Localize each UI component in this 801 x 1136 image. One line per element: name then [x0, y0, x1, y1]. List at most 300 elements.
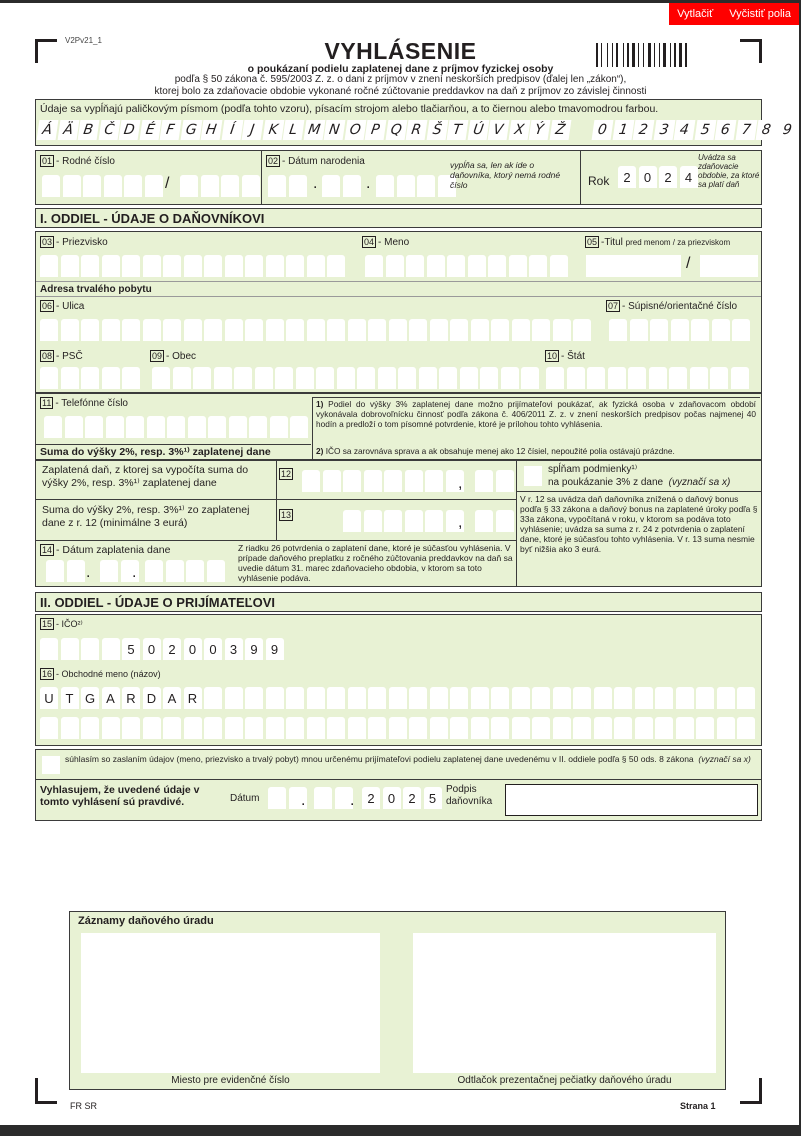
input-cell[interactable]: 2	[659, 166, 677, 188]
input-cell[interactable]	[587, 367, 605, 389]
input-cell[interactable]	[307, 687, 325, 709]
input-cell[interactable]	[245, 717, 263, 739]
input-cell[interactable]	[737, 687, 755, 709]
house-number-input[interactable]	[609, 319, 753, 341]
sample-digit: 6	[715, 120, 736, 140]
input-cell[interactable]	[188, 416, 206, 438]
slash-separator: /	[686, 255, 691, 272]
input-cell[interactable]	[348, 717, 366, 739]
input-cell[interactable]	[614, 687, 632, 709]
dot-separator: .	[313, 175, 318, 192]
input-cell[interactable]: 0	[204, 638, 222, 660]
input-cell[interactable]	[102, 255, 120, 277]
input-cell[interactable]	[512, 319, 530, 341]
input-cell[interactable]	[348, 319, 366, 341]
sample-digit: 7	[735, 120, 756, 140]
input-cell[interactable]	[409, 717, 427, 739]
input-cell[interactable]	[316, 367, 334, 389]
input-cell[interactable]	[405, 510, 423, 532]
input-cell[interactable]	[553, 687, 571, 709]
field-05-label: 05 -Titul pred menom / za priezviskom	[587, 237, 731, 248]
input-cell[interactable]	[126, 416, 144, 438]
dot-separator: .	[350, 792, 355, 809]
registration-number-caption: Miesto pre evidenčné číslo	[171, 1075, 290, 1086]
corner-mark-br	[740, 1078, 762, 1104]
input-cell[interactable]	[286, 717, 304, 739]
field-04-label: 04 - Meno	[364, 237, 410, 248]
input-cell[interactable]	[357, 367, 375, 389]
input-cell[interactable]	[163, 255, 181, 277]
input-cell[interactable]	[40, 367, 58, 389]
input-cell[interactable]	[61, 255, 79, 277]
birth-date-note: vypĺňa sa, len ak ide o daňovníka, ktorý nemá rodné číslo	[450, 160, 561, 190]
business-name-input-line-1[interactable]	[40, 687, 758, 709]
input-cell[interactable]	[389, 319, 407, 341]
input-cell[interactable]: D	[143, 687, 161, 709]
sample-letter: D	[119, 120, 140, 140]
input-cell[interactable]	[85, 416, 103, 438]
sample-letter: Ú	[467, 120, 488, 140]
input-cell[interactable]	[717, 687, 735, 709]
input-cell[interactable]	[405, 470, 423, 492]
input-cell[interactable]	[491, 717, 509, 739]
input-cell[interactable]	[184, 255, 202, 277]
signature-label: Podpis daňovníka	[446, 784, 493, 807]
field-11-label: 11 - Telefónne číslo	[42, 398, 128, 409]
input-cell[interactable]	[184, 319, 202, 341]
input-cell[interactable]	[307, 319, 325, 341]
first-name-input[interactable]	[365, 255, 570, 277]
input-cell[interactable]	[343, 470, 361, 492]
input-cell[interactable]	[81, 367, 99, 389]
sample-letter: R	[406, 120, 427, 140]
input-cell[interactable]: 9	[266, 638, 284, 660]
input-cell[interactable]	[204, 717, 222, 739]
input-cell[interactable]	[450, 687, 468, 709]
input-cell[interactable]	[249, 416, 267, 438]
input-cell[interactable]	[655, 717, 673, 739]
input-cell[interactable]	[737, 717, 755, 739]
input-cell[interactable]	[419, 367, 437, 389]
input-cell[interactable]: 2	[403, 787, 421, 809]
input-cell[interactable]	[546, 367, 564, 389]
input-cell[interactable]: 0	[143, 638, 161, 660]
input-cell[interactable]: U	[40, 687, 58, 709]
sample-letter: H	[201, 120, 222, 140]
input-cell[interactable]	[81, 717, 99, 739]
input-cell[interactable]: 0	[383, 787, 401, 809]
input-cell[interactable]	[468, 255, 486, 277]
sample-letter: Ý	[529, 120, 550, 140]
input-cell[interactable]	[173, 367, 191, 389]
input-cell[interactable]	[65, 416, 83, 438]
birth-year-input[interactable]	[376, 175, 458, 197]
sample-digit: 8	[756, 120, 777, 140]
input-cell[interactable]	[208, 416, 226, 438]
sample-characters	[38, 120, 798, 140]
input-cell[interactable]	[102, 717, 120, 739]
input-cell[interactable]	[365, 255, 383, 277]
input-cell[interactable]	[650, 319, 668, 341]
input-cell[interactable]	[460, 367, 478, 389]
input-cell[interactable]	[102, 367, 120, 389]
field-14-note: Z riadku 26 potvrdenia o zaplatení dane, ktoré je súčasťou vyhlásenia. V prípade daňového preplatku z ročného zúčtovania preddavkov na daň sa uvedie dátum 31. marec zdaňovacieho obdobia, v ktorom sa toto vyhlásenie podáva.	[238, 543, 513, 583]
input-cell[interactable]	[296, 367, 314, 389]
input-cell[interactable]	[61, 638, 79, 660]
input-cell[interactable]	[696, 717, 714, 739]
input-cell[interactable]	[427, 255, 445, 277]
dot-separator: .	[301, 792, 306, 809]
assigned-sum-cents-input[interactable]	[475, 510, 516, 532]
input-cell[interactable]	[302, 470, 320, 492]
input-cell[interactable]	[488, 255, 506, 277]
clear-fields-button[interactable]: Vyčistiť polia	[729, 8, 791, 20]
input-cell[interactable]	[122, 255, 140, 277]
barcode-icon	[596, 43, 716, 67]
input-cell[interactable]	[696, 687, 714, 709]
paid-tax-input[interactable]	[302, 470, 466, 492]
input-cell[interactable]	[406, 255, 424, 277]
instructions-text: Údaje sa vypĺňajú paličkovým písmom (podľa tohto vzoru), písacím strojom alebo tlačiarňou, a to čiernou alebo tmavomodrou farbou.	[40, 103, 659, 115]
input-cell[interactable]	[532, 319, 550, 341]
input-cell[interactable]	[573, 717, 591, 739]
input-cell[interactable]	[266, 717, 284, 739]
input-cell[interactable]	[512, 717, 530, 739]
input-cell[interactable]	[471, 717, 489, 739]
field-06-label: 06 - Ulica	[42, 301, 85, 312]
input-cell[interactable]	[690, 367, 708, 389]
input-cell[interactable]: 2	[163, 638, 181, 660]
input-cell[interactable]	[204, 687, 222, 709]
field-07-label: 07 - Súpisné/orientačné číslo	[608, 301, 738, 312]
consent-checkbox[interactable]	[42, 756, 60, 774]
input-cell[interactable]	[327, 687, 345, 709]
input-cell[interactable]	[214, 367, 232, 389]
input-cell[interactable]	[553, 319, 571, 341]
input-cell[interactable]	[628, 367, 646, 389]
input-cell[interactable]	[635, 687, 653, 709]
input-cell[interactable]: 3	[225, 638, 243, 660]
input-cell[interactable]	[343, 510, 361, 532]
input-cell[interactable]	[184, 717, 202, 739]
input-cell[interactable]	[409, 687, 427, 709]
input-cell[interactable]	[475, 470, 493, 492]
field-03-label: 03 - Priezvisko	[42, 237, 108, 248]
phone-input[interactable]	[44, 416, 311, 438]
input-cell[interactable]	[234, 367, 252, 389]
input-cell[interactable]	[327, 255, 345, 277]
sample-letter: L	[283, 120, 304, 140]
ico-input[interactable]	[40, 638, 286, 660]
input-cell[interactable]	[669, 367, 687, 389]
input-cell[interactable]	[398, 367, 416, 389]
input-cell[interactable]	[152, 367, 170, 389]
input-cell[interactable]	[143, 255, 161, 277]
input-cell[interactable]	[266, 319, 284, 341]
year-label: Rok	[588, 174, 610, 188]
section-2-title: II. ODDIEL - ÚDAJE O PRIJÍMATEĽOVI	[40, 595, 275, 610]
paid-tax-cents-input[interactable]	[475, 470, 516, 492]
input-cell[interactable]	[384, 510, 402, 532]
input-cell[interactable]	[102, 638, 120, 660]
input-cell[interactable]	[450, 717, 468, 739]
input-cell[interactable]: R	[122, 687, 140, 709]
field-08-label: 08 - PSČ	[42, 351, 83, 362]
sample-letter: Á	[37, 120, 58, 140]
input-cell[interactable]: A	[163, 687, 181, 709]
input-cell[interactable]	[348, 687, 366, 709]
input-cell[interactable]: 5	[424, 787, 442, 809]
input-cell[interactable]	[266, 687, 284, 709]
year-note: Uvádza sa zdaňovacie obdobie, za ktoré sa platí daň	[698, 153, 760, 189]
input-cell[interactable]	[147, 416, 165, 438]
input-cell[interactable]: 5	[122, 638, 140, 660]
sample-digit: 2	[633, 120, 654, 140]
input-cell[interactable]	[229, 416, 247, 438]
print-button[interactable]: Vytlačiť	[677, 8, 714, 20]
input-cell[interactable]: T	[61, 687, 79, 709]
input-cell[interactable]	[532, 687, 550, 709]
input-cell[interactable]	[649, 367, 667, 389]
input-cell[interactable]	[81, 255, 99, 277]
input-cell[interactable]	[106, 416, 124, 438]
page-number: Strana 1	[680, 1101, 716, 1111]
sample-letter: Ž	[549, 120, 570, 140]
input-cell[interactable]	[475, 510, 493, 532]
input-cell[interactable]	[81, 319, 99, 341]
sample-letter: Ä	[57, 120, 78, 140]
input-cell[interactable]	[204, 255, 222, 277]
input-cell[interactable]	[368, 687, 386, 709]
conditions-checkbox[interactable]	[524, 466, 542, 486]
input-cell[interactable]	[614, 717, 632, 739]
input-cell[interactable]	[143, 319, 161, 341]
comma-separator: ,	[458, 514, 463, 531]
input-cell[interactable]	[450, 319, 468, 341]
input-cell[interactable]	[81, 638, 99, 660]
input-cell[interactable]	[386, 255, 404, 277]
input-cell[interactable]: 0	[184, 638, 202, 660]
input-cell[interactable]	[439, 367, 457, 389]
input-cell[interactable]	[167, 416, 185, 438]
input-cell[interactable]	[471, 687, 489, 709]
city-input[interactable]	[152, 367, 542, 389]
input-cell[interactable]	[384, 470, 402, 492]
input-cell[interactable]	[630, 319, 648, 341]
sign-year-input[interactable]	[362, 787, 444, 809]
input-cell[interactable]	[122, 367, 140, 389]
input-cell[interactable]: 9	[245, 638, 263, 660]
input-cell[interactable]	[471, 319, 489, 341]
input-cell[interactable]	[102, 319, 120, 341]
input-cell[interactable]	[204, 319, 222, 341]
input-cell[interactable]	[327, 319, 345, 341]
input-cell[interactable]	[594, 717, 612, 739]
input-cell[interactable]	[245, 319, 263, 341]
input-cell[interactable]	[275, 367, 293, 389]
input-cell[interactable]	[496, 510, 514, 532]
input-cell[interactable]	[710, 367, 728, 389]
input-cell[interactable]	[61, 717, 79, 739]
input-cell[interactable]	[364, 470, 382, 492]
birth-number-suffix-input[interactable]	[180, 175, 262, 197]
form-page	[0, 3, 799, 1125]
input-cell[interactable]	[307, 717, 325, 739]
input-cell[interactable]	[676, 687, 694, 709]
input-cell[interactable]	[40, 255, 58, 277]
sample-letter: P	[365, 120, 386, 140]
input-cell[interactable]	[44, 416, 62, 438]
input-cell[interactable]	[608, 367, 626, 389]
input-cell[interactable]	[491, 687, 509, 709]
input-cell[interactable]: G	[81, 687, 99, 709]
input-cell[interactable]	[573, 687, 591, 709]
field-12-number: 12	[281, 469, 292, 479]
input-cell[interactable]	[553, 717, 571, 739]
input-cell[interactable]	[364, 510, 382, 532]
birth-month-input[interactable]	[322, 175, 363, 197]
payment-year-input[interactable]	[145, 560, 227, 582]
signature-field[interactable]	[505, 784, 758, 816]
office-records-title: Záznamy daňového úradu	[78, 915, 214, 927]
input-cell[interactable]	[425, 470, 443, 492]
input-cell[interactable]: 2	[362, 787, 380, 809]
row-12-note: V r. 12 sa uvádza daň daňovníka znížená o daňový bonus podľa § 33 zákona a daňový bonus na zaplatené úroky podľa § 33a zákona, vypočítaná v roku, v ktorom sa podáva toto vyhlásenie; uvádza sa suma z r. 24 z potvrdenia o zaplatení dane, ktoré je súčasťou tohto vyhlásenia. V r. 13 suma nesmie byť nižšia ako 3 eurá.	[520, 494, 758, 554]
input-cell[interactable]	[163, 717, 181, 739]
stamp-caption: Odtlačok prezentačnej pečiatky daňového úradu	[457, 1075, 672, 1086]
input-cell[interactable]	[712, 319, 730, 341]
sign-month-input[interactable]	[314, 787, 355, 809]
input-cell[interactable]	[245, 687, 263, 709]
input-cell[interactable]	[378, 367, 396, 389]
input-cell[interactable]	[550, 255, 568, 277]
input-cell[interactable]	[290, 416, 308, 438]
toolbar	[669, 3, 799, 25]
input-cell[interactable]: 4	[680, 166, 698, 188]
input-cell[interactable]	[430, 687, 448, 709]
input-cell[interactable]: R	[184, 687, 202, 709]
title-after-input[interactable]	[700, 255, 758, 277]
input-cell[interactable]	[532, 717, 550, 739]
input-cell[interactable]	[717, 717, 735, 739]
form-code: V2Pv21_1	[65, 36, 102, 45]
input-cell[interactable]	[521, 367, 539, 389]
input-cell[interactable]	[245, 255, 263, 277]
input-cell[interactable]	[480, 367, 498, 389]
input-cell[interactable]	[368, 717, 386, 739]
birth-number-input[interactable]	[42, 175, 165, 197]
input-cell[interactable]	[337, 367, 355, 389]
input-cell[interactable]: A	[102, 687, 120, 709]
street-input[interactable]	[40, 319, 594, 341]
input-cell[interactable]	[143, 717, 161, 739]
input-cell[interactable]	[409, 319, 427, 341]
input-cell[interactable]	[255, 367, 273, 389]
input-cell[interactable]	[425, 510, 443, 532]
field-10-label: 10 - Štát	[547, 351, 585, 362]
field-13-number: 13	[281, 510, 292, 520]
input-cell[interactable]	[225, 255, 243, 277]
input-cell[interactable]	[496, 470, 514, 492]
input-cell[interactable]	[509, 255, 527, 277]
input-cell[interactable]	[61, 319, 79, 341]
input-cell[interactable]	[609, 319, 627, 341]
input-cell[interactable]	[671, 319, 689, 341]
input-cell[interactable]	[122, 319, 140, 341]
input-cell[interactable]: 0	[639, 166, 657, 188]
input-cell[interactable]	[225, 319, 243, 341]
surname-input[interactable]	[40, 255, 348, 277]
input-cell[interactable]	[430, 319, 448, 341]
input-cell[interactable]	[567, 367, 585, 389]
input-cell[interactable]	[286, 319, 304, 341]
input-cell[interactable]	[731, 367, 749, 389]
sample-letter: J	[242, 120, 263, 140]
input-cell[interactable]	[225, 687, 243, 709]
input-cell[interactable]	[512, 687, 530, 709]
input-cell[interactable]	[430, 717, 448, 739]
input-cell[interactable]	[40, 638, 58, 660]
input-cell[interactable]	[655, 687, 673, 709]
declaration-text: Vyhlasujem, že uvedené údaje v tomto vyhlásení sú pravdivé.	[40, 784, 200, 808]
input-cell[interactable]	[368, 319, 386, 341]
stamp-area	[413, 933, 716, 1073]
input-cell[interactable]	[286, 255, 304, 277]
input-cell[interactable]	[122, 717, 140, 739]
input-cell[interactable]	[529, 255, 547, 277]
input-cell[interactable]	[501, 367, 519, 389]
footnote-2: 2) IČO sa zarovnáva sprava a ak obsahuje menej ako 12 čísiel, nepoužité polia ostávajú prázdne.	[316, 446, 675, 456]
input-cell[interactable]	[491, 319, 509, 341]
postal-code-input[interactable]	[40, 367, 143, 389]
input-cell[interactable]	[61, 367, 79, 389]
input-cell[interactable]	[732, 319, 750, 341]
input-cell[interactable]	[447, 255, 465, 277]
input-cell[interactable]	[573, 319, 591, 341]
business-name-input-line-2[interactable]	[40, 717, 758, 739]
input-cell[interactable]	[691, 319, 709, 341]
tax-year-input[interactable]	[618, 166, 700, 188]
input-cell[interactable]	[193, 367, 211, 389]
input-cell[interactable]	[635, 717, 653, 739]
title-before-input[interactable]	[586, 255, 681, 277]
input-cell[interactable]: 2	[618, 166, 636, 188]
sample-letter: Š	[426, 120, 447, 140]
input-cell[interactable]	[40, 717, 58, 739]
sample-digit: 1	[612, 120, 633, 140]
assigned-sum-input[interactable]	[343, 510, 466, 532]
input-cell[interactable]	[327, 717, 345, 739]
input-cell[interactable]	[225, 717, 243, 739]
input-cell[interactable]	[40, 319, 58, 341]
input-cell[interactable]	[163, 319, 181, 341]
input-cell[interactable]	[286, 687, 304, 709]
input-cell[interactable]	[389, 687, 407, 709]
country-input[interactable]	[546, 367, 751, 389]
input-cell[interactable]	[307, 255, 325, 277]
birth-day-input[interactable]	[268, 175, 309, 197]
sample-letter: G	[180, 120, 201, 140]
payment-day-input[interactable]	[46, 560, 87, 582]
field-13-label: Suma do výšky 2%, resp. 3%¹⁾ zo zaplatenej dane z r. 12 (minimálne 3 eurá)	[42, 504, 250, 529]
form-legal-line-1: podľa § 50 zákona č. 595/2003 Z. z. o dani z príjmov v znení neskorších predpisov (ďalej len „zákon“),	[174, 74, 627, 85]
input-cell[interactable]	[323, 470, 341, 492]
input-cell[interactable]	[389, 717, 407, 739]
input-cell[interactable]	[676, 717, 694, 739]
input-cell[interactable]	[270, 416, 288, 438]
input-cell[interactable]	[594, 687, 612, 709]
input-cell[interactable]	[266, 255, 284, 277]
